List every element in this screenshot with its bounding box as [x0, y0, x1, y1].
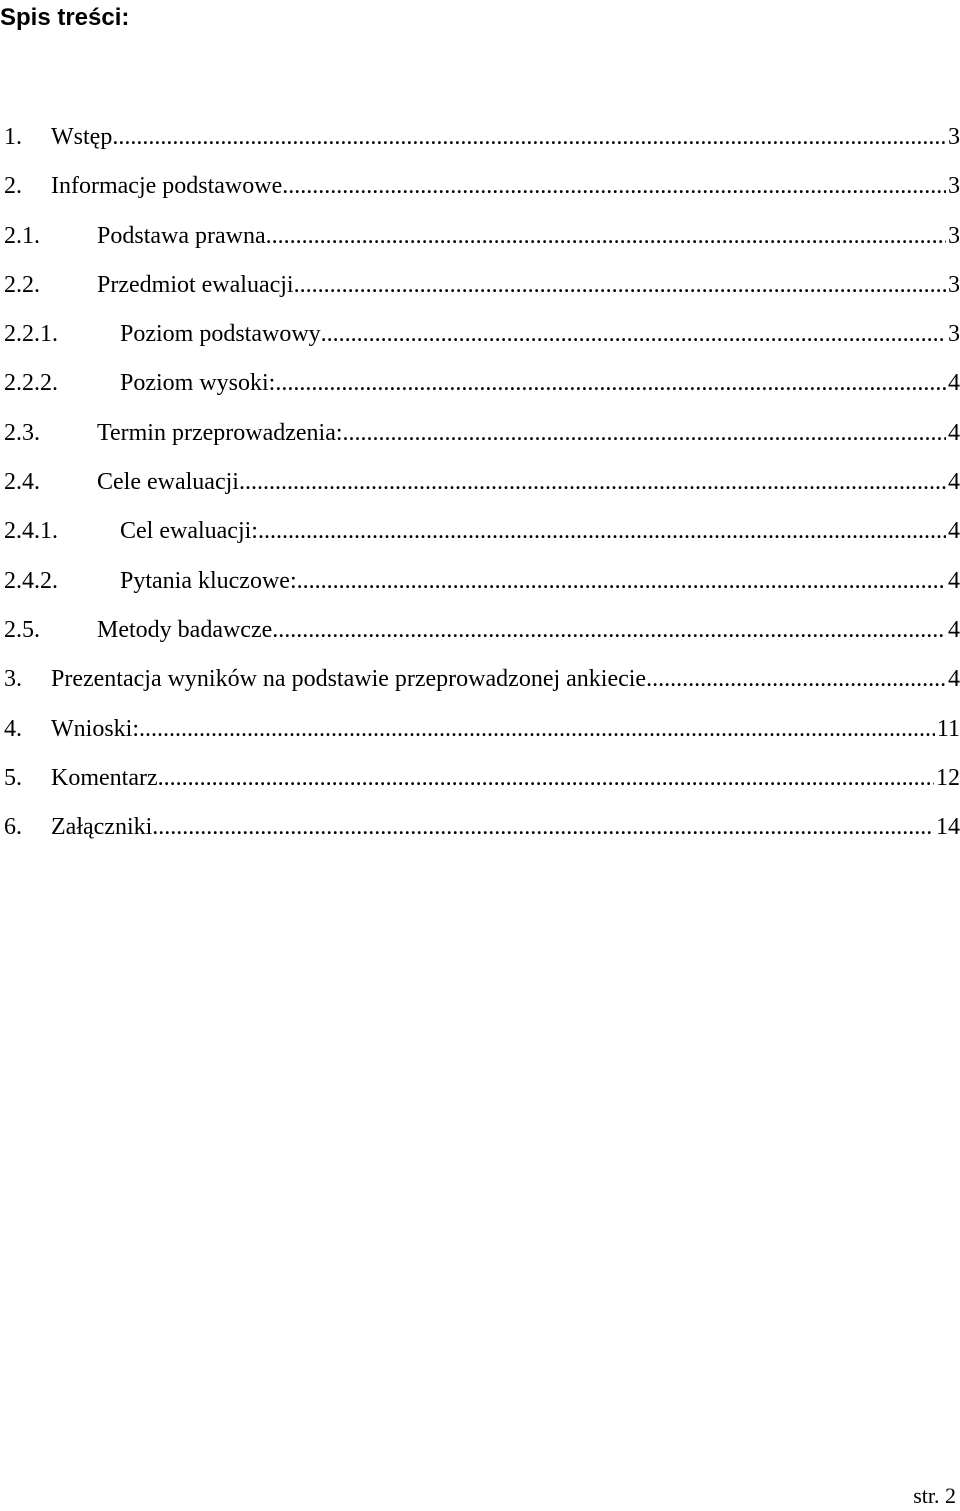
toc-entry-number: 6. [4, 814, 22, 841]
toc-entry-line [97, 458, 960, 507]
toc-entry[interactable] [0, 162, 960, 211]
dot-leader [258, 507, 946, 556]
toc-entry-number: 2.2.2. [4, 370, 58, 397]
toc-entry-title: Wnioski: [51, 715, 139, 742]
toc-entry[interactable] [0, 507, 960, 556]
dot-leader [321, 310, 946, 359]
toc-entry[interactable] [0, 212, 960, 261]
toc-entry-page: 4 [948, 518, 960, 545]
toc-entry-title: Podstawa prawna [97, 222, 266, 249]
toc-entry-number: 2. [4, 173, 22, 200]
toc-entry-title: Załączniki [51, 814, 153, 841]
dot-leader [239, 458, 946, 507]
toc-entry-title: Poziom wysoki: [120, 370, 276, 397]
toc-entry-page: 4 [948, 469, 960, 496]
toc-entry-line [120, 507, 960, 556]
toc-entry-page: 3 [948, 222, 960, 249]
toc-heading: Spis treści: [0, 4, 130, 31]
dot-leader [275, 359, 946, 408]
toc-entry-page: 12 [936, 764, 960, 791]
toc-entry-number: 1. [4, 124, 22, 150]
toc-entry-line [51, 803, 960, 852]
toc-entry[interactable] [0, 606, 960, 655]
toc-entry-title: Pytania kluczowe: [120, 567, 297, 594]
toc-entry[interactable] [0, 458, 960, 507]
toc-entry-line [97, 261, 960, 310]
toc-entry-title: Metody badawcze [97, 616, 273, 643]
toc-entry-number: 2.4.2. [4, 567, 58, 594]
toc-entry-number: 4. [4, 715, 22, 742]
toc-entry-number: 3. [4, 666, 22, 693]
dot-leader [152, 803, 934, 852]
toc-entry-line [97, 606, 960, 655]
dot-leader [297, 557, 946, 606]
toc-entry-page: 4 [948, 370, 960, 397]
dot-leader [282, 162, 946, 211]
toc-entry[interactable] [0, 655, 960, 704]
toc-entry-page: 3 [948, 173, 960, 200]
toc-entry-line [120, 359, 960, 408]
toc-entry-number: 5. [4, 764, 22, 791]
toc-entry-page: 4 [948, 666, 960, 693]
toc-entry-title: Informacje podstawowe [51, 173, 283, 200]
toc-entry-page: 4 [948, 567, 960, 594]
page-number: str. 2 [913, 1483, 956, 1508]
toc-entry-title: Wstęp [51, 124, 113, 150]
toc-entry-line [51, 113, 960, 162]
toc-entry-page: 4 [948, 616, 960, 643]
toc-entry-number: 2.2.1. [4, 321, 58, 348]
toc-entry[interactable] [0, 409, 960, 458]
toc-entry-title: Przedmiot ewaluacji [97, 271, 294, 298]
toc-entry-title: Termin przeprowadzenia: [97, 419, 343, 446]
toc-entry-title: Poziom podstawowy [120, 321, 321, 348]
toc-entry-page: 3 [948, 321, 960, 348]
toc-entry-number: 2.5. [4, 616, 40, 643]
toc-entry[interactable] [0, 310, 960, 359]
dot-leader [139, 705, 935, 754]
toc-entry-page: 14 [936, 814, 960, 841]
dot-leader [112, 113, 946, 162]
toc-entry-page: 3 [948, 271, 960, 298]
dot-leader [343, 409, 946, 458]
toc-entry-title: Prezentacja wyników na podstawie przeprowadzonej ankiecie [51, 666, 647, 693]
toc-entry-line [51, 162, 960, 211]
dot-leader [294, 261, 946, 310]
dot-leader [272, 606, 946, 655]
dot-leader [266, 212, 946, 261]
toc-entry[interactable] [0, 113, 960, 162]
toc-entry[interactable] [0, 803, 960, 852]
toc-entry-number: 2.1. [4, 222, 40, 249]
toc-entry-line [97, 212, 960, 261]
toc-entry-line [97, 409, 960, 458]
toc-entry[interactable] [0, 754, 960, 803]
toc-entry-number: 2.4.1. [4, 518, 58, 545]
toc-entry-page: 11 [936, 715, 960, 742]
toc-entry[interactable] [0, 359, 960, 408]
toc-entry-line [51, 655, 960, 704]
toc-entry-page: 4 [948, 419, 960, 446]
toc-entry[interactable] [0, 261, 960, 310]
toc-entry-line [51, 705, 960, 754]
toc-entry-line [120, 310, 960, 359]
toc-entry-title: Cele ewaluacji [97, 469, 239, 496]
toc-entry[interactable] [0, 705, 960, 754]
table-of-contents [0, 113, 960, 852]
toc-entry-number: 2.2. [4, 271, 40, 298]
toc-entry-line [120, 557, 960, 606]
dot-leader [158, 754, 934, 803]
dot-leader [646, 655, 946, 704]
toc-entry-title: Cel ewaluacji: [120, 518, 258, 545]
toc-entry[interactable] [0, 557, 960, 606]
toc-entry-line [51, 754, 960, 803]
toc-entry-title: Komentarz [51, 764, 158, 791]
toc-entry-number: 2.4. [4, 469, 40, 496]
toc-entry-page: 3 [948, 124, 960, 150]
toc-entry-number: 2.3. [4, 419, 40, 446]
